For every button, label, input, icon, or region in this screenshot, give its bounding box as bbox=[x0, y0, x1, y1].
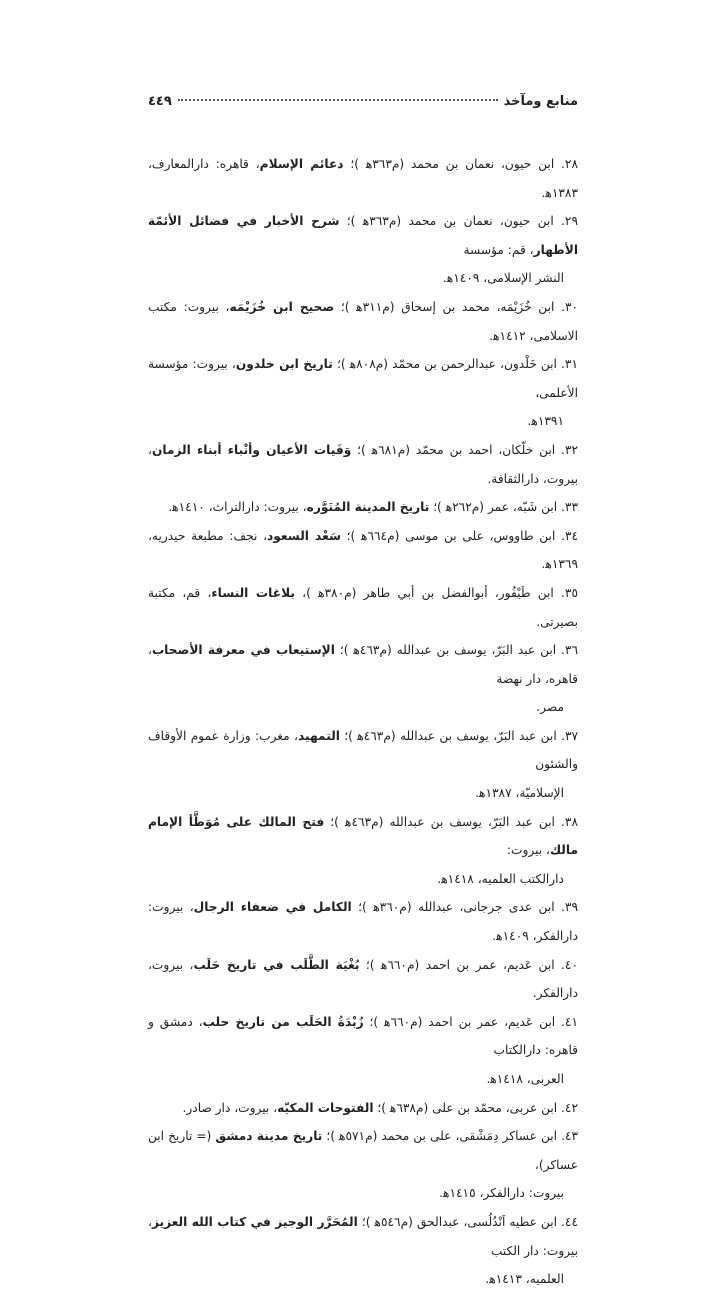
reference-title: الإستیعاب في معرفة الأصحاب bbox=[151, 643, 335, 658]
reference-author: ابن حیون، نعمان بن محمد (م٣٦٣ه‍ )؛ bbox=[346, 214, 554, 229]
reference-item bbox=[148, 893, 578, 950]
reference-number: ٣٦. bbox=[561, 643, 579, 658]
reference-author: ابن عبد البَرّ، یوسف بن عبدالله (م٤٦٣ه‍ )؛ bbox=[330, 814, 555, 829]
reference-title: شرح الأخبار في فضائل الأئمّة الأطهار bbox=[148, 214, 578, 257]
reference-publisher: ، بیروت، دارالثقافة. bbox=[148, 442, 578, 486]
reference-publisher: ، بیروت: مکتب الاسلامی، ١٤١٢ه‍. bbox=[148, 299, 578, 343]
reference-author: ابن عساکر دِمَشْقی، علی بن محمد (م٥٧١ه‍ )؛ bbox=[326, 1129, 558, 1144]
reference-title: سَعْد السعود bbox=[267, 528, 341, 543]
reference-item bbox=[148, 207, 578, 293]
reference-item bbox=[148, 522, 578, 579]
reference-number: ٣٤. bbox=[561, 528, 579, 543]
reference-item bbox=[148, 293, 578, 350]
reference-number: ٣٩. bbox=[561, 900, 579, 915]
reference-item bbox=[148, 436, 578, 493]
reference-item bbox=[148, 636, 578, 722]
reference-number: ٣٢. bbox=[561, 442, 578, 457]
reference-author: ابن خَلْدون، عبدالرحمن بن محمّد (م٨٠٨ه‍ )؛ bbox=[336, 357, 557, 372]
reference-title: بُغْیَة الطَّلَب في تاریخ حَلَب bbox=[193, 957, 360, 972]
reference-author: ابن عطیه اَنْدُلُسی، عبدالحق (م٥٤٦ه‍ )؛ bbox=[361, 1214, 557, 1229]
reference-number: ٣٥. bbox=[561, 585, 579, 600]
reference-publisher: ، بیروت: مؤسسة الأعلمی، bbox=[148, 357, 578, 400]
reference-item bbox=[148, 1008, 578, 1094]
reference-author: ابن عربی، محمّد بن علی (م٦٣٨ه‍ )؛ bbox=[377, 1100, 558, 1115]
reference-author: ابن عبد البَرّ، یوسف بن عبدالله (م٤٦٣ه‍ )؛ bbox=[344, 728, 557, 743]
reference-item bbox=[148, 808, 578, 894]
reference-number: ٣١. bbox=[561, 357, 579, 372]
reference-number: ٣٠. bbox=[561, 299, 579, 314]
reference-publisher: ، قاهره: دارالمعارف، ١٣٨٣ه‍. bbox=[148, 157, 578, 200]
reference-title: الفتوحات المکیّه bbox=[277, 1100, 374, 1115]
reference-title: التمهید bbox=[297, 728, 340, 743]
reference-publisher: ، قم: مؤسسة bbox=[463, 242, 534, 257]
reference-item bbox=[148, 493, 578, 522]
reference-author: ابن خلّکان، احمد بن محمّد (م٦٨١ه‍ )؛ bbox=[357, 442, 556, 457]
reference-title: الکامل في ضعفاء الرجال bbox=[193, 900, 352, 915]
reference-item bbox=[148, 350, 578, 436]
reference-continuation: مصر. bbox=[536, 700, 564, 715]
reference-number: ٣٨. bbox=[561, 814, 579, 829]
reference-continuation: دارالکتب العلمیه، ١٤١٨ه‍. bbox=[437, 871, 564, 886]
reference-continuation: الإسلامیّة، ١٣٨٧ه‍. bbox=[475, 786, 564, 801]
reference-title: تاریخ مدینة دمشق bbox=[215, 1129, 323, 1144]
reference-item bbox=[148, 150, 578, 207]
reference-publisher: ، بیروت: دار الکتب bbox=[148, 1214, 578, 1258]
reference-item bbox=[148, 579, 578, 636]
reference-title: صحیح ابن خُزَیْمَه bbox=[229, 299, 335, 314]
reference-title: فتح المالك علی مُوَطَّأ الإمام مالك bbox=[148, 814, 578, 858]
reference-author: ابن عبد البَرّ، یوسف بن عبدالله (م٤٦٣ه‍ )؛ bbox=[339, 643, 557, 658]
reference-publisher: ، دمشق و قاهره: دارالکتاب bbox=[148, 1014, 578, 1058]
reference-number: ٣٣. bbox=[561, 500, 578, 515]
reference-publisher: ، مغرب: وزارة عموم الأوقاف والشئون bbox=[148, 728, 578, 772]
reference-title: وَفَیات الأعیان وأنْباء أبناء الزمان bbox=[151, 442, 352, 457]
reference-number: ٤٢. bbox=[561, 1100, 578, 1115]
reference-title: دعائم الإسلام bbox=[259, 157, 344, 171]
reference-author: ابن طَیْفُور، أبوالفضل بن أبي طاهر (م٣٨٠ه‍ )، bbox=[302, 585, 554, 600]
reference-item bbox=[148, 1208, 578, 1294]
reference-publisher: ، قم، مکتبة بصیرتی. bbox=[148, 585, 578, 629]
reference-item bbox=[148, 951, 578, 1008]
reference-author: ابن عدی جرجانی، عبدالله (م٣٦٠ه‍ )؛ bbox=[358, 900, 555, 915]
reference-continuation: ١٣٩١ه‍. bbox=[527, 414, 564, 429]
reference-list bbox=[148, 150, 578, 1294]
reference-number: ٤٣. bbox=[561, 1129, 579, 1144]
reference-publisher: ، بیروت، دارالفکر. bbox=[148, 957, 578, 1001]
reference-publisher: ، بیروت: دارالفکر، ١٤٠٩ه‍. bbox=[148, 900, 578, 944]
reference-continuation: العلمیه، ١٤١٣ه‍. bbox=[485, 1272, 564, 1287]
reference-item bbox=[148, 1094, 578, 1123]
running-title: منابع ومآخذ bbox=[503, 94, 578, 109]
reference-publisher: ، بیروت: دارالتراث، ١٤١٠ه‍. bbox=[168, 500, 307, 515]
reference-continuation: بیروت: دارالفکر، ١٤١٥ه‍. bbox=[439, 1186, 564, 1201]
reference-number: ٣٧. bbox=[561, 728, 579, 743]
reference-title: المُحَرَّر الوجیز في کتاب الله العزیز bbox=[151, 1214, 358, 1229]
reference-number: ٤٠. bbox=[561, 957, 579, 972]
reference-number: ٤٤. bbox=[561, 1214, 579, 1229]
reference-publisher: ، قاهره، دار نهضة bbox=[148, 643, 578, 686]
leader-dots bbox=[178, 99, 498, 101]
running-header bbox=[148, 94, 578, 116]
reference-author: ابن حیون، نعمان بن محمد (م٣٦٣ه‍ )؛ bbox=[350, 157, 555, 171]
reference-title: زُبْدَةُ الحَلَب من تاریخ حلب bbox=[202, 1014, 364, 1029]
reference-author: ابن عَدیم، عمر بن احمد (م٦٦٠ه‍ )؛ bbox=[369, 1014, 556, 1029]
reference-publisher: (= تاریخ ابن عساکر)، bbox=[148, 1129, 578, 1172]
reference-title: تاریخ المدینة المُنَوَّره bbox=[306, 500, 430, 515]
page-number: ٤٤٩ bbox=[148, 94, 172, 109]
reference-number: ٢٩. bbox=[561, 214, 578, 229]
reference-title: تاریخ ابن خلدون bbox=[235, 357, 333, 372]
reference-author: ابن خُزَیْمَه، محمد بن إسحاق (م٣١١ه‍ )؛ bbox=[340, 299, 555, 314]
reference-item bbox=[148, 722, 578, 808]
reference-author: ابن شَبّه، عمر (م٢٦٢ه‍ )؛ bbox=[433, 500, 558, 515]
reference-author: ابن عَدیم، عمر بن احمد (م٦٦٠ه‍ )؛ bbox=[365, 957, 555, 972]
reference-publisher: ، نجف: مطبعة حیدریه، ١٣٦٩ه‍. bbox=[148, 528, 578, 572]
reference-number: ٢٨. bbox=[561, 157, 579, 171]
reference-continuation: النشر الإسلامی، ١٤٠٩ه‍. bbox=[442, 271, 564, 286]
reference-continuation: العربی، ١٤١٨ه‍. bbox=[486, 1072, 564, 1086]
reference-author: ابن طاووس، علی بن موسی (م٦٦٤ه‍ )؛ bbox=[346, 528, 556, 543]
reference-publisher: ، بیروت: bbox=[506, 843, 550, 858]
reference-publisher: ، بیروت، دار صادر. bbox=[182, 1100, 278, 1115]
reference-item bbox=[148, 1122, 578, 1208]
reference-number: ٤١. bbox=[561, 1014, 578, 1029]
reference-title: بلاغات النساء bbox=[211, 585, 295, 600]
